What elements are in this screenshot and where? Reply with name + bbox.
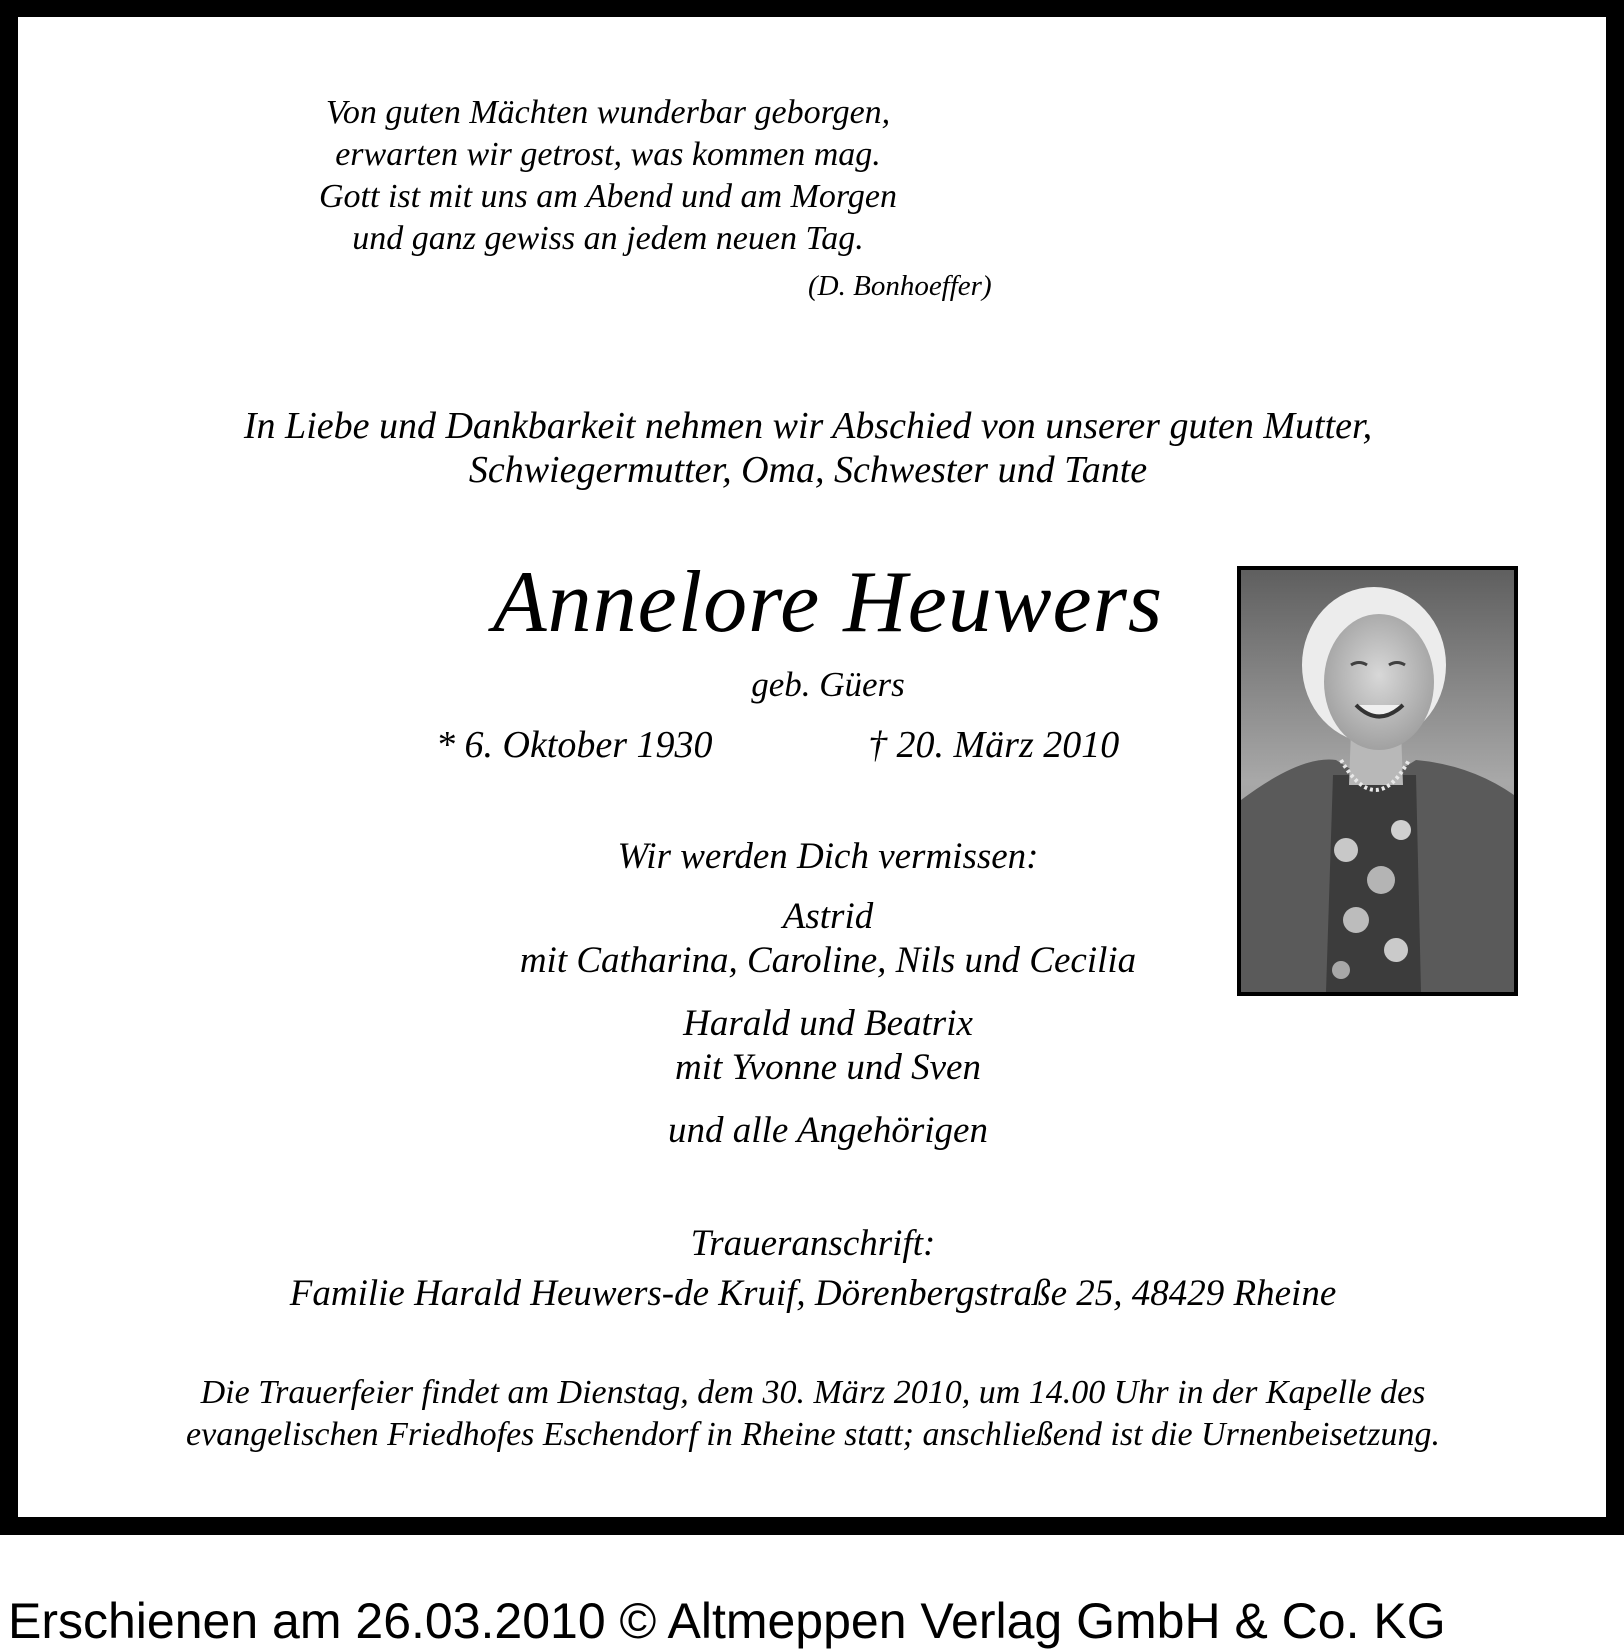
birth-date: * 6. Oktober 1930	[436, 724, 713, 766]
mourner-line: Harald und Beatrix	[683, 1003, 973, 1044]
bonhoeffer-quote	[18, 92, 1198, 260]
quote-line: und ganz gewiss an jedem neuen Tag.	[352, 220, 864, 257]
quote-author: (D. Bonhoeffer)	[808, 270, 992, 302]
deceased-name: Annelore Heuwers	[492, 554, 1164, 651]
service-line: evangelischen Friedhofes Eschendorf in Rheine statt; anschließend ist die Urnenbeisetzung.	[186, 1416, 1440, 1453]
portrait-photo-frame	[1237, 566, 1518, 996]
quote-line: Von guten Mächten wunderbar geborgen,	[325, 94, 891, 131]
obituary-card	[18, 17, 1606, 1517]
mourning-address: Familie Harald Heuwers-de Kruif, Dörenbergstraße 25, 48429 Rheine	[289, 1273, 1337, 1314]
publication-footer: Erschienen am 26.03.2010 © Altmeppen Verlag GmbH & Co. KG	[8, 1593, 1446, 1649]
mourners-heading: Wir werden Dich vermissen:	[617, 836, 1039, 877]
quote-line: Gott ist mit uns am Abend und am Morgen	[319, 178, 897, 215]
death-date: † 20. März 2010	[868, 724, 1120, 766]
portrait-photo	[1241, 570, 1514, 992]
intro-line: In Liebe und Dankbarkeit nehmen wir Abschied von unserer guten Mutter,	[243, 405, 1373, 447]
address-label: Traueranschrift:	[690, 1223, 936, 1264]
funeral-service-notice	[18, 1372, 1608, 1456]
maiden-name: geb. Güers	[751, 665, 905, 704]
mourner-line: mit Yvonne und Sven	[675, 1047, 981, 1088]
mourner-line: Astrid	[782, 896, 874, 937]
service-line: Die Trauerfeier findet am Dienstag, dem 30. März 2010, um 14.00 Uhr in der Kapelle des	[200, 1374, 1426, 1411]
mourner-line: und alle Angehörigen	[668, 1110, 988, 1151]
mourner-line: mit Catharina, Caroline, Nils und Cecilia	[519, 940, 1137, 981]
quote-line: erwarten wir getrost, was kommen mag.	[335, 136, 881, 173]
intro-text	[18, 404, 1598, 492]
portrait-illustration	[1241, 570, 1514, 992]
intro-line: Schwiegermutter, Oma, Schwester und Tante	[468, 449, 1148, 491]
